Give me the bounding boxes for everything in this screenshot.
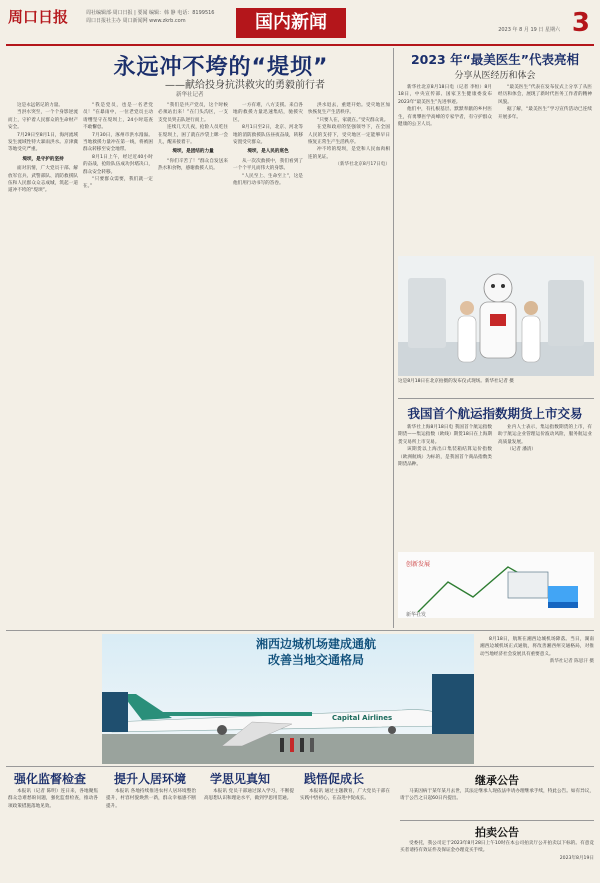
subsection-heading: 堤坝，是团结的力量 (172, 149, 214, 155)
paragraph: 一方有难，八方支援。来自各地的救援力量迅速集结，驰援灾区。 (233, 103, 303, 123)
section-divider (398, 398, 594, 399)
masthead-info-2: 周口日报社主办 周口新闻网 www.zkrb.com (86, 18, 186, 24)
masthead-info: 周社编辑部·周口日报 | 要闻 编辑：韩 静 电话：8199516 (86, 10, 215, 16)
inheritance-notice-text (400, 788, 594, 818)
paragraph: 马某因病于某年某月去世，其法定继承人现依法申请办理继承手续，特此公告。如有异议，请于公告之日起60日内提出。 (400, 789, 594, 802)
paragraph: “我们是共产党员，这个时候必须站出来！”在门头沟区，一支支党员突击队逆行而上。 (158, 103, 228, 123)
trade-column-2 (498, 424, 592, 548)
futures-illustration (398, 552, 594, 618)
auction-notice-text (400, 840, 594, 880)
right-subheadline: 分享从医经历和体会 (454, 71, 536, 81)
paragraph: “最美医生”代表在发布仪式上分享了从医经历和体会，展现了新时代医务工作者的精神风貌。 (498, 85, 592, 105)
paragraph: 8月1日上午，经过近40小时的奋战，抢险队伍成功封堵决口，群众安全转移。 (83, 154, 153, 175)
paragraph: 从一次次救援中，我们看到了一个个平凡而伟大的身影。 (233, 158, 303, 172)
paragraph: 新华社北京8月18日电（记者 李恒）8月18日，中央宣传部、国家卫生健康委发布2023年“最美医生”先进事迹。 (398, 85, 492, 105)
main-column-1 (8, 102, 78, 630)
paragraph: 这是永远铭记的力量。 (17, 103, 63, 108)
main-column-3 (158, 102, 228, 630)
bottom-text-4 (300, 788, 390, 880)
airport-headline (232, 636, 400, 668)
airport-headline-line2: 改善当地交通格局 (267, 653, 364, 667)
paragraph: 面对汛情，广大党员干部、解放军官兵、武警部队、消防救援队伍和人民群众众志成城，筑起一道道冲不垮的“堤坝”。 (8, 166, 78, 194)
newspaper-logo: 周口日报 (8, 8, 69, 26)
main-column-4 (233, 102, 303, 630)
paragraph: 连续几天几夜，抢险人员吃住在堤坝上，困了就在沙袋上眯一会儿，醒来接着干。 (158, 125, 228, 146)
doctors-photo-caption: 这是8月18日在北京拍摄的发布仪式现场。新华社记者 摄 (398, 379, 514, 384)
right-column-2 (498, 84, 592, 252)
futures-caption: 新华社发 (406, 612, 427, 618)
page-number: 3 (571, 8, 590, 38)
airport-credit: 新华社记者 陈思汗 摄 (549, 659, 594, 665)
bottom-text-1 (8, 788, 98, 880)
paragraph: 8月18日，航班在湘西边城机场降落。当日，湖南湘西边城机场正式通航，将改善湘西州交通格局，对推动当地经济社会发展具有重要意义。 (480, 637, 594, 657)
notice-date: 2023年8月19日 (559, 855, 594, 861)
trade-headline: 我国首个航运指数期货上市交易 (407, 406, 583, 421)
column-divider (393, 48, 394, 628)
dateline-signoff: （新华社北京8月17日电） (335, 162, 390, 168)
bottom-text-3 (204, 788, 294, 880)
paragraph: 业内人士表示，集运指数期货的上市，有助于航运企业管理运价波动风险，服务航运业高质量发展。 (498, 425, 592, 445)
paragraph: “只要人在，家就在。”受灾群众说。 (317, 117, 389, 123)
paragraph: （记者 潘清） (507, 447, 537, 453)
bottom-headline-1: 强化监督检查 (14, 772, 87, 786)
paragraph: “我是党员，也是一名老党员！”在暴雨中，一位老党员主动请缨坚守在堤坝上，24小时巡查不敢懈怠。 (83, 103, 153, 131)
paragraph: 本报讯 各地持续推进农村人居环境整治提升，村容村貌焕然一新，群众幸福感不断提升。 (106, 789, 196, 809)
paragraph: 冲不垮的堤坝，是党和人民血肉相连的见证。 (308, 147, 390, 160)
paragraph: “只要群众需要，我们就一定在。” (83, 177, 153, 190)
issue-date: 2023 年 8 月 19 日 星期六 (498, 27, 560, 33)
right-headline: 2023 年“最美医生”代表亮相 (410, 52, 580, 67)
subsection-heading: 堤坝，是人民的底色 (247, 149, 289, 155)
section-title: 国内新闻 (236, 8, 346, 38)
section-divider (6, 766, 594, 767)
paragraph: 该期货以上海出口集装箱结算运价指数（欧洲航线）为标的，是我国首个商品指数类期货品种。 (398, 447, 492, 468)
paragraph: 本报讯 通过主题教育，广大党员干部在实践中悟初心，在奋进中促成长。 (300, 789, 390, 802)
subsection-heading: 堤坝，是守护的坚持 (22, 156, 64, 162)
main-byline: 新华社记者 (176, 92, 204, 98)
paragraph: 受委托，我公司定于2023年8月28日上午10时在本公司拍卖厅公开拍卖以下标的。有意竞买者请持有效证件及保证金办理竞买手续。 (400, 841, 594, 854)
airport-headline-line1: 湘西边城机场建成通航 (255, 637, 376, 651)
paragraph: 7月30日，涿州市洪水漫溢。当地救援力量冲在第一线，将被困群众转移至安全地带。 (83, 132, 153, 153)
bottom-headline-2: 提升人居环境 (114, 772, 187, 786)
paragraph: “人民至上、生命至上”，这是他们用行动书写的答卷。 (233, 173, 303, 187)
svg-text:Capital Airlines: Capital Airlines (332, 714, 393, 722)
section-divider (6, 630, 594, 631)
airport-text (480, 636, 594, 754)
paragraph: 新华社上海8月18日电 我国首个航运指数期货——集运指数（欧线）期货18日在上海期货交易所上市交易。 (398, 425, 492, 445)
paragraph: 本报讯（记者 陈明）连日来，各地聚焦群众急难愁盼问题，强化监督检查，推动各项政策措施落地见效。 (8, 789, 98, 809)
right-column-1 (398, 84, 492, 252)
paragraph: “你们辛苦了！”群众自发送来热水和食物，感谢救援人员。 (158, 158, 228, 172)
paragraph: 7月29日至8月1日，海河流域发生流域性特大暴雨洪水。京津冀等地受灾严重。 (8, 132, 78, 153)
notice-divider (400, 820, 594, 821)
main-column-5 (308, 102, 390, 630)
svg-text:创新发展: 创新发展 (406, 561, 431, 568)
bottom-text-2 (106, 788, 196, 880)
paragraph: 他们中，有扎根基层、默默奉献的乡村医生，有勇攀医学高峰的专家学者，有守护群众健康的公卫人员。 (398, 107, 492, 128)
paragraph: 据了解，“最美医生”学习宣传活动已连续开展多年。 (498, 107, 592, 120)
auction-notice-title: 拍卖公告 (475, 826, 519, 839)
paragraph: 在党和政府的坚强领导下，在全国人民的支持下，受灾地区一定能够早日恢复正常生产生活秩序。 (308, 125, 390, 146)
doctors-photo-graphic (398, 256, 594, 376)
paragraph: 8月1日至2日，北京、河北等地的消防救援队伍昼夜奋战，转移安置受灾群众。 (233, 125, 303, 146)
futures-illustration-graphic (398, 552, 594, 618)
paragraph: 洪水退去，重建开始。受灾地区加快恢复生产生活秩序。 (308, 103, 390, 116)
inheritance-notice-title: 继承公告 (475, 774, 519, 787)
bottom-headline-4: 践悟促成长 (304, 772, 365, 786)
paragraph: 当洪水突至，一个个身影逆流而上，守护着人民群众的生命财产安全。 (8, 110, 78, 131)
main-column-2 (83, 102, 153, 630)
doctors-photo (398, 256, 594, 376)
bottom-headline-3: 学思见真知 (210, 772, 271, 786)
main-headline: 永远冲不垮的“堤坝” (113, 55, 329, 80)
paragraph: 本报讯 党员干部通过深入学习，不断提高思想认识和理论水平，做到学思用贯通。 (204, 789, 294, 802)
trade-column-1 (398, 424, 492, 548)
masthead (6, 4, 594, 46)
main-subheadline: ——献给投身抗洪救灾的勇毅前行者 (165, 80, 325, 91)
